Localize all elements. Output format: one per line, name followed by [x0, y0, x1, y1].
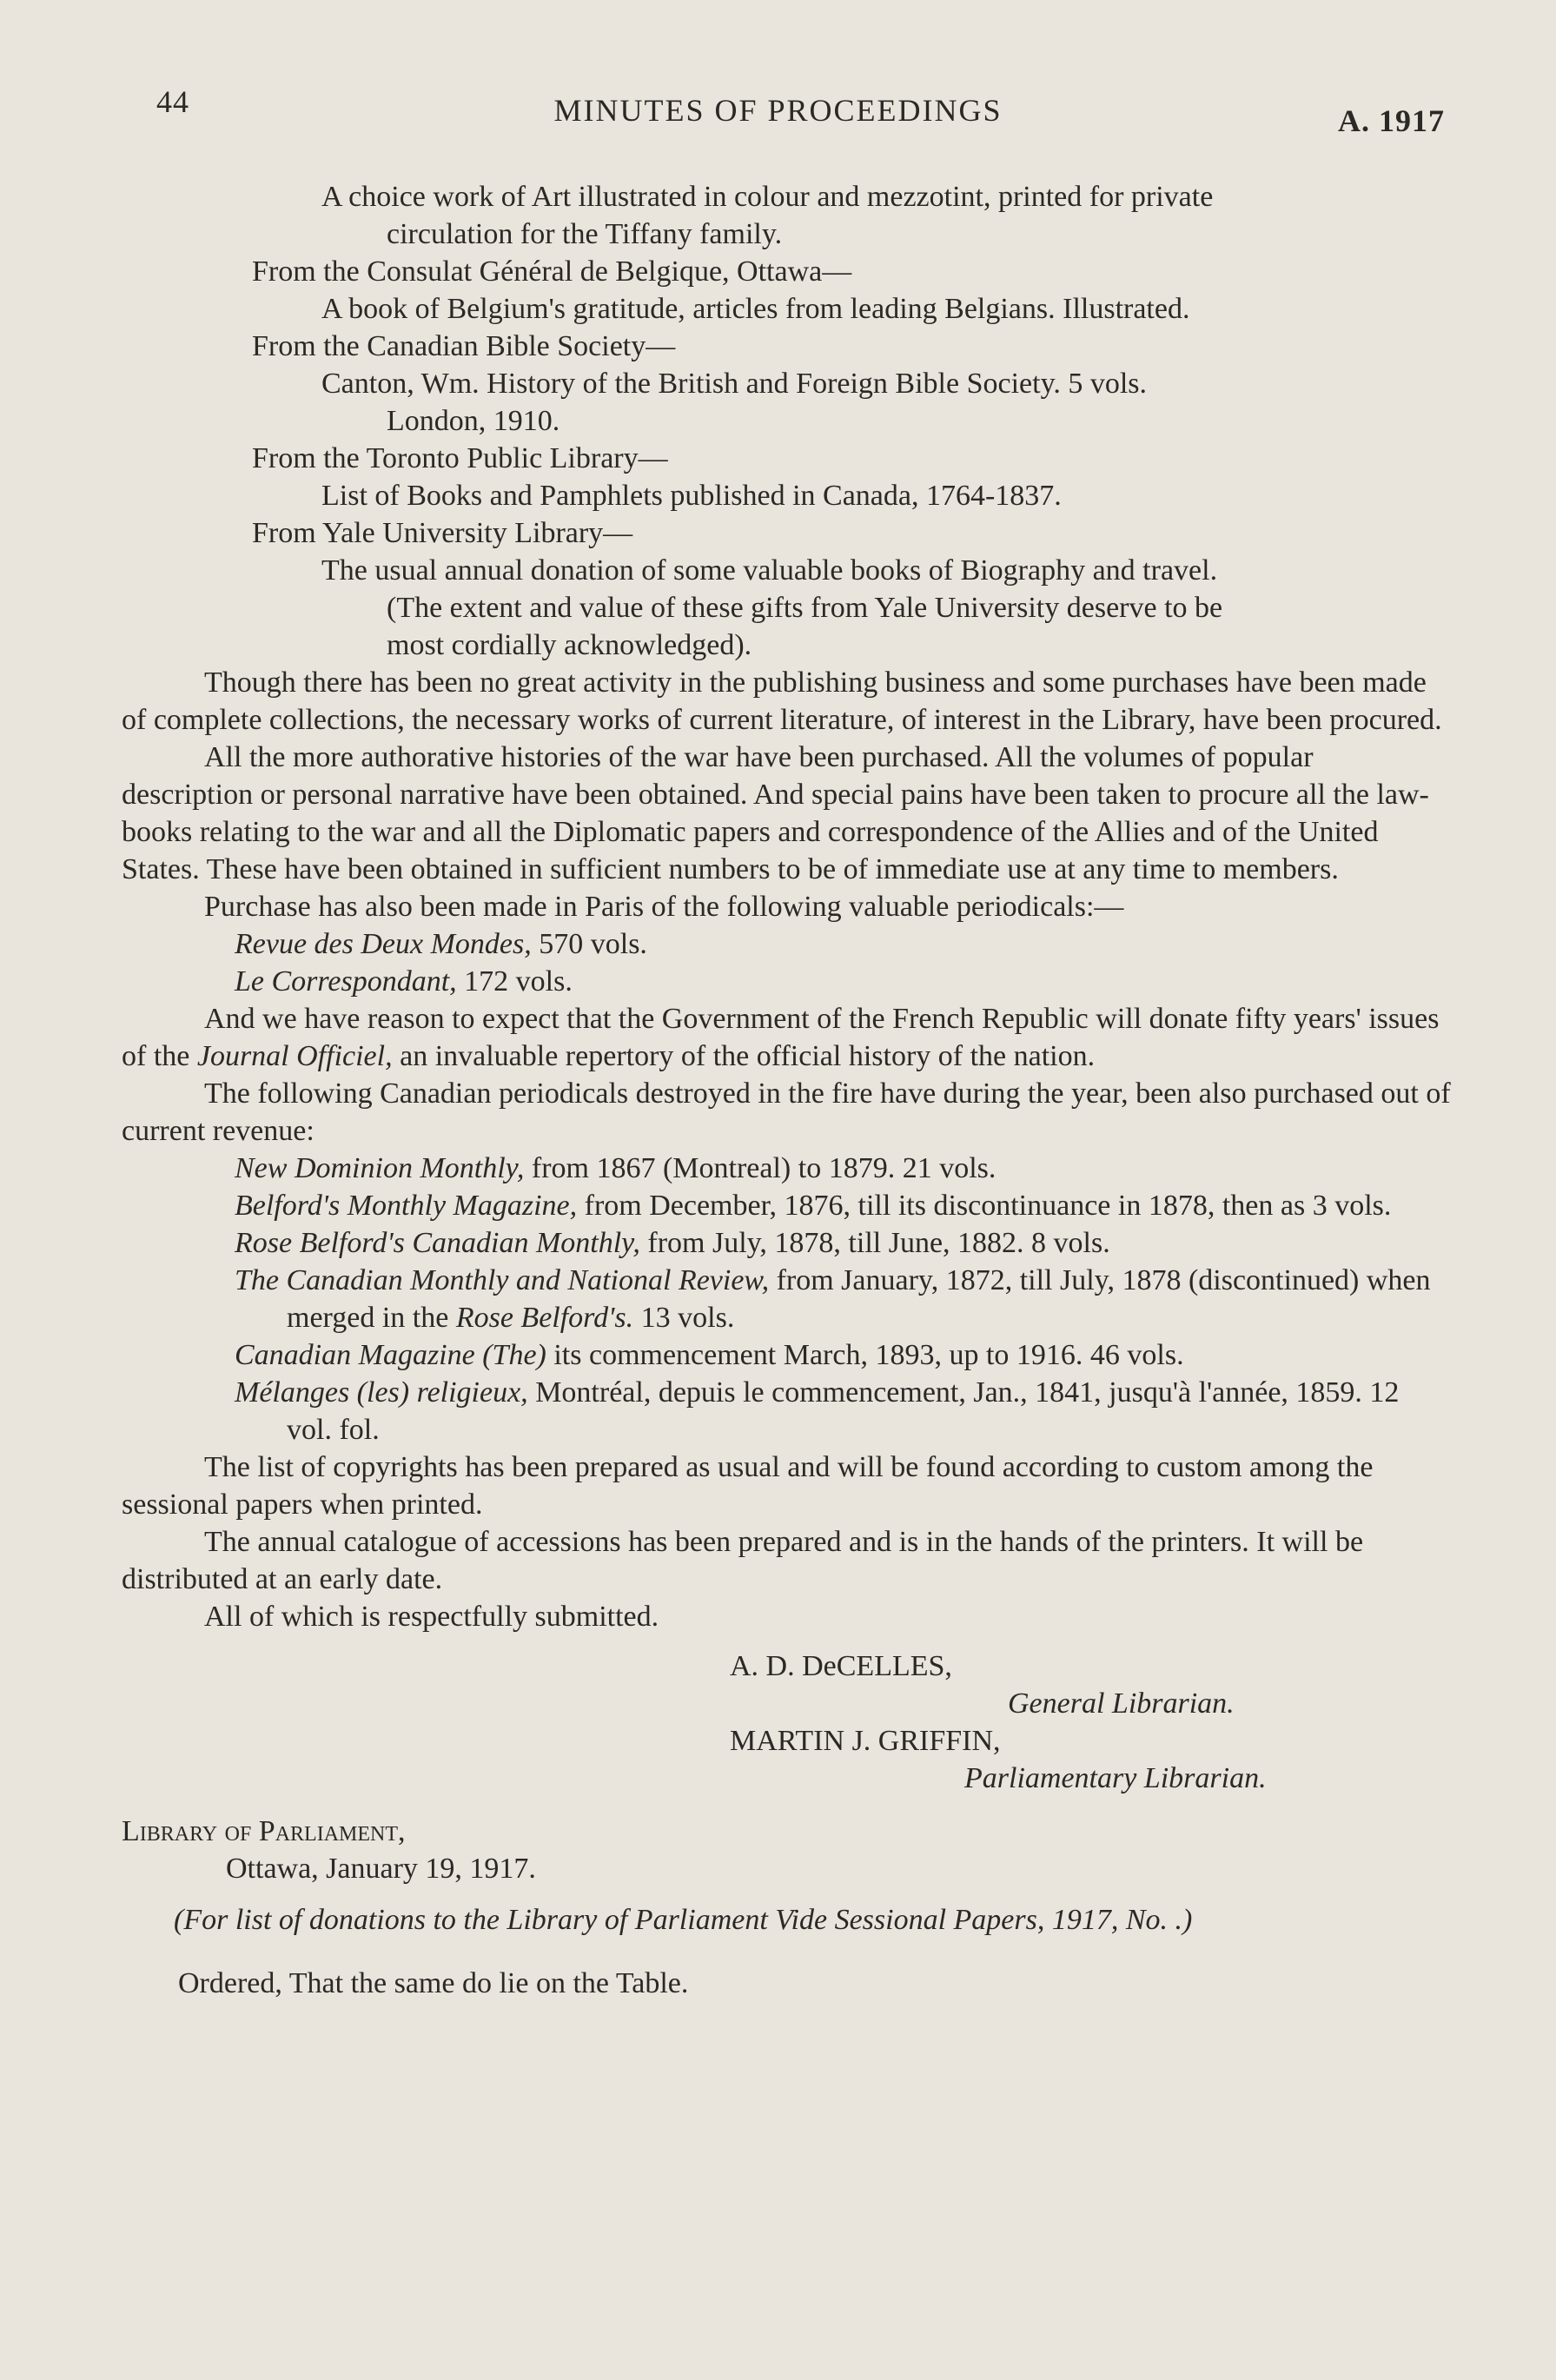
signatory-title: General Librarian. — [1008, 1687, 1235, 1720]
donation-line: A book of Belgium's gratitude, articles from leading Belgians. Illustrated. — [321, 293, 1190, 325]
periodical-item: Canadian Magazine (The) its commencement March, 1893, up to 1916. 46 vols. — [235, 1339, 1184, 1371]
donor-line: From the Canadian Bible Society— — [252, 330, 676, 362]
donations-list — [122, 178, 1451, 664]
paragraph: The list of copyrights has been prepared as usual and will be found according to custom among the sessional papers when printed. — [122, 1451, 1374, 1521]
paragraph: All the more authorative histories of the war have been purchased. All the volumes of popular description or personal narrative have been obtained. And special pains have been taken to procure all the law-books relating to the war and all the Diplomatic papers and correspondence of the Allies and of the United States. These have been obtained in sufficient numbers to be of immediate use at any time to members. — [122, 741, 1429, 885]
periodical-title: Journal Officiel, — [196, 1040, 393, 1072]
paragraph: All of which is respectfully submitted. — [204, 1601, 659, 1633]
paragraph: The annual catalogue of accessions has been prepared and is in the hands of the printers. It will be distributed at an early date. — [122, 1526, 1364, 1595]
place-line: Library of Parliament, — [122, 1815, 406, 1847]
donation-item — [122, 365, 1451, 440]
periodical-title: Rose Belford's Canadian Monthly, — [235, 1227, 640, 1259]
paris-periodicals-list — [122, 925, 1451, 1000]
periodical-title: Rose Belford's. — [455, 1302, 634, 1334]
donation-line: A choice work of Art illustrated in colour and mezzotint, printed for private — [321, 181, 1214, 213]
periodical-item: Revue des Deux Mondes, 570 vols. — [235, 928, 647, 960]
running-title: MINUTES OF PROCEEDINGS — [553, 93, 1003, 128]
periodical-title: New Dominion Monthly, — [235, 1152, 525, 1184]
periodical-item: Rose Belford's Canadian Monthly, from July, 1878, till June, 1882. 8 vols. — [235, 1227, 1110, 1259]
paragraph: And we have reason to expect that the Government of the French Republic will donate fifty years' issues of the Journal Officiel, an invaluable repertory of the official history of the nation. — [122, 1003, 1440, 1072]
periodical-title: Le Correspondant, — [235, 965, 457, 998]
session-year: A. 1917 — [1338, 103, 1445, 138]
signatory-name: A. D. DeCELLES, — [730, 1650, 952, 1682]
donation-line: most cordially acknowledged). — [387, 629, 752, 661]
donation-line: (The extent and value of these gifts from Yale University deserve to be — [387, 592, 1223, 624]
periodical-title: Revue des Deux Mondes, — [235, 928, 532, 960]
periodical-item: Belford's Monthly Magazine, from December, 1876, till its discontinuance in 1878, then as 3 vols. — [235, 1190, 1392, 1222]
periodical-title: Mélanges (les) religieux, — [235, 1376, 528, 1409]
donation-line: List of Books and Pamphlets published in Canada, 1764-1837. — [321, 480, 1062, 512]
page-header — [0, 83, 1556, 136]
donation-line: The usual annual donation of some valuable books of Biography and travel. — [321, 554, 1218, 587]
donor-line: From the Consulat Général de Belgique, Ottawa— — [252, 255, 852, 288]
canadian-periodicals-list — [122, 1150, 1451, 1449]
periodical-title: Belford's Monthly Magazine, — [235, 1190, 578, 1222]
page-body — [122, 178, 1451, 2002]
donation-line: London, 1910. — [387, 405, 560, 437]
donor-line: From the Toronto Public Library— — [252, 442, 668, 474]
periodical-item: New Dominion Monthly, from 1867 (Montreal) to 1879. 21 vols. — [235, 1152, 997, 1184]
signature-block — [122, 1647, 1451, 1797]
ordered-line: Ordered, That the same do lie on the Table. — [178, 1967, 689, 1999]
donor-line: From Yale University Library— — [252, 517, 633, 549]
periodical-item: Le Correspondant, 172 vols. — [235, 965, 573, 998]
periodical-item: The Canadian Monthly and National Review, from January, 1872, till July, 1878 (discontinued) when merged in the Rose Belford's. 13 vols. — [235, 1264, 1431, 1334]
paragraph: Though there has been no great activity in the publishing business and some purchases have been made of complete collections, the necessary works of current literature, of interest in the Library, have been procured. — [122, 666, 1442, 736]
donation-item — [122, 552, 1451, 664]
periodical-title: The Canadian Monthly and National Review, — [235, 1264, 770, 1296]
donation-item — [122, 477, 1451, 514]
donation-line: circulation for the Tiffany family. — [387, 218, 783, 250]
signatory-name: MARTIN J. GRIFFIN, — [730, 1725, 1001, 1757]
paragraph: The following Canadian periodicals destroyed in the fire have during the year, been also purchased out of current revenue: — [122, 1077, 1451, 1147]
donation-line: Canton, Wm. History of the British and Foreign Bible Society. 5 vols. — [321, 368, 1148, 400]
donation-item — [122, 178, 1451, 253]
periodical-item: Mélanges (les) religieux, Montréal, depuis le commencement, Jan., 1841, jusqu'à l'année, 1859. 12 vol. fol. — [235, 1376, 1400, 1446]
paragraph: Purchase has also been made in Paris of the following valuable periodicals:— — [204, 891, 1124, 923]
periodical-title: Canadian Magazine (The) — [235, 1339, 546, 1371]
footnote: (For list of donations to the Library of Parliament Vide Sessional Papers, 1917, No. .) — [174, 1904, 1193, 1936]
donation-item — [122, 290, 1451, 328]
signatory-title: Parliamentary Librarian. — [964, 1762, 1267, 1794]
date-line: Ottawa, January 19, 1917. — [226, 1853, 536, 1885]
page-number: 44 — [156, 84, 189, 119]
